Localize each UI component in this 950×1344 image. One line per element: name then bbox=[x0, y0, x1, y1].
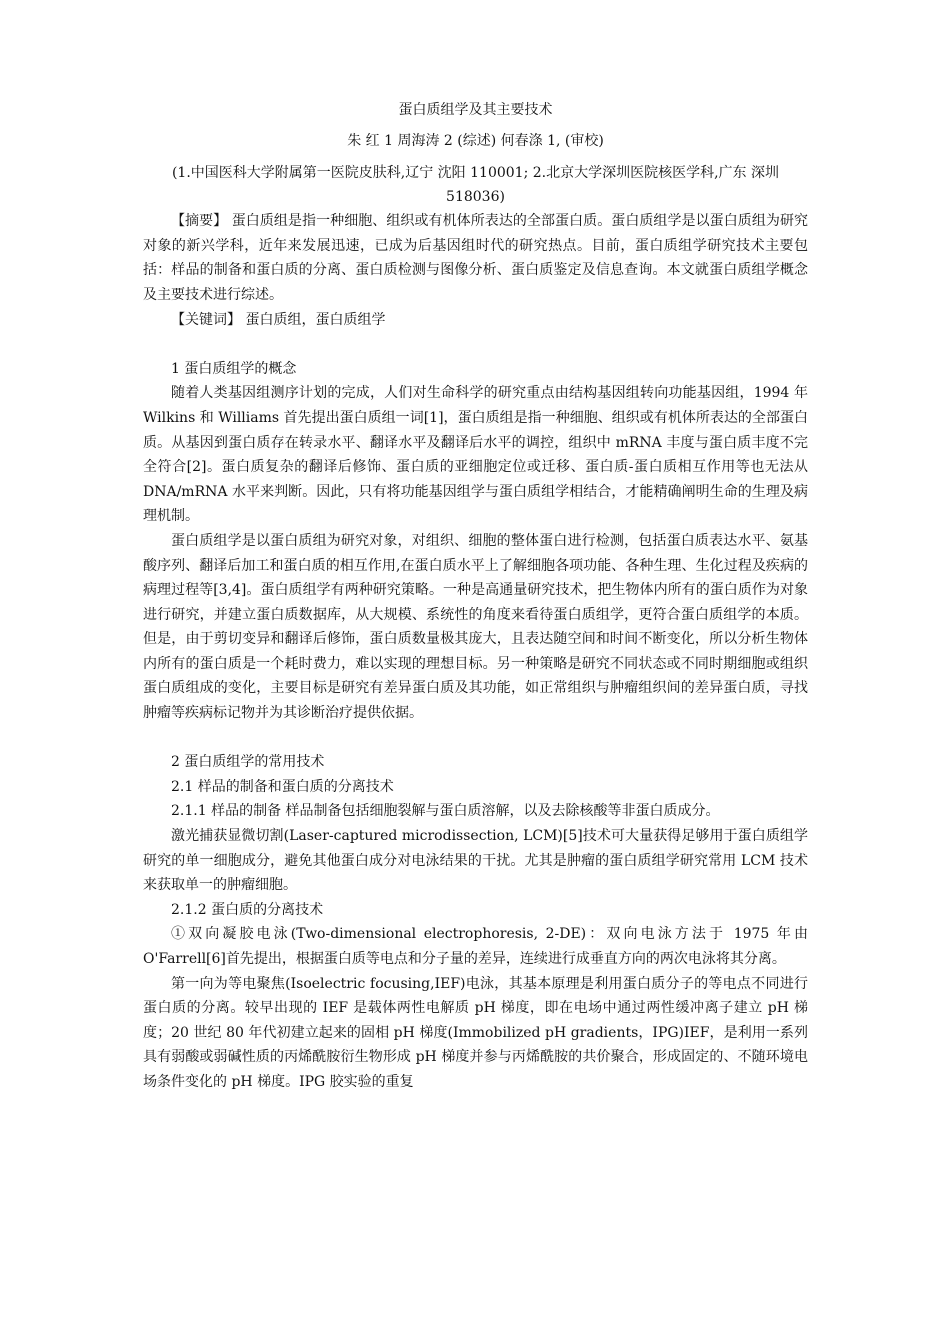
keywords-paragraph bbox=[143, 308, 808, 333]
keywords-text: 蛋白质组，蛋白质组学 bbox=[241, 311, 386, 328]
lcm-paragraph: 激光捕获显微切割(Laser-captured microdissection, LCM)[5]技术可大量获得足够用于蛋白质组学研究的单一细胞成分，避免其他蛋白成分对电泳结果的干扰。尤其是肿瘤的蛋白质组学研究常用 LCM 技术来获取单一的肿瘤细胞。 bbox=[143, 828, 808, 894]
subsection-2-1-1-paragraph bbox=[143, 799, 808, 824]
document-page bbox=[143, 98, 808, 1095]
subsection-2-1-2-heading: 2.1.2 蛋白质的分离技术 bbox=[171, 901, 324, 918]
2de-paragraph: ①双向凝胶电泳(Two-dimensional electrophoresis, 2-DE)：双向电泳方法于 1975 年由 O'Farrell[6]首先提出，根据蛋白质等电点和分子量的差异，连续进行成垂直方向的两次电泳将其分离。 bbox=[143, 926, 808, 967]
spacer bbox=[143, 726, 808, 751]
section-1-paragraph-2: 蛋白质组学是以蛋白质组为研究对象，对组织、细胞的整体蛋白进行检测，包括蛋白质表达水平、氨基酸序列、翻译后加工和蛋白质的相互作用,在蛋白质水平上了解细胞各项功能、各种生理、生化过程及疾病的病理过程等[3,4]。蛋白质组学有两种研究策略。一种是高通量研究技术，把生物体内所有的蛋白质作为对象进行研究，并建立蛋白质数据库，从大规模、系统性的角度来看待蛋白质组学，更符合蛋白质组学的本质。但是，由于剪切变异和翻译后修饰，蛋白质数量极其庞大，且表达随空间和时间不断变化，所以分析生物体内所有的蛋白质是一个耗时费力，难以实现的理想目标。另一种策略是研究不同状态或不同时期细胞或组织蛋白质组成的变化，主要目标是研究有差异蛋白质及其功能，如正常组织与肿瘤组织间的差异蛋白质，寻找肿瘤等疾病标记物并为其诊断治疗提供依据。 bbox=[143, 532, 808, 722]
abstract-paragraph bbox=[143, 209, 808, 307]
section-1-heading: 1 蛋白质组学的概念 bbox=[171, 360, 297, 377]
subsection-2-1-1-heading: 2.1.1 样品的制备 bbox=[171, 803, 282, 820]
keywords-label: 【关键词】 bbox=[171, 311, 241, 328]
ief-paragraph: 第一向为等电聚焦(Isoelectric focusing,IEF)电泳，其基本原理是利用蛋白质分子的等电点不同进行蛋白质的分离。较早出现的 IEF 是载体两性电解质 pH 梯度，即在电场中通过两性缓冲离子建立 pH 梯度；20 世纪 80 年代初建立起来的固相 pH 梯度(Immobilized pH gradients，IPG)IEF，是利用一系列具有弱酸或弱碱性质的丙烯酰胺衍生物形成 pH 梯度并参与丙烯酰胺的共价聚合，形成固定的、不随环境电场条件变化的 pH 梯度。IPG 胶实验的重复 bbox=[143, 975, 808, 1090]
abstract-text: 蛋白质组是指一种细胞、组织或有机体所表达的全部蛋白质。蛋白质组学是以蛋白质组为研究对象的新兴学科，近年来发展迅速，已成为后基因组时代的研究热点。目前，蛋白质组学研究技术主要包括：样品的制备和蛋白质的分离、蛋白质检测与图像分析、蛋白质鉴定及信息查询。本文就蛋白质组学概念及主要技术进行综述。 bbox=[143, 213, 809, 303]
paper-title: 蛋白质组学及其主要技术 bbox=[398, 102, 553, 118]
abstract-label: 【摘要】 bbox=[171, 213, 228, 230]
section-1-paragraph-1: 随着人类基因组测序计划的完成，人们对生命科学的研究重点由结构基因组转向功能基因组，1994 年 Wilkins 和 Williams 首先提出蛋白质组一词[1]，蛋白质组是指一种细胞、组织或有机体所表达的全部蛋白质。从基因到蛋白质存在转录水平、翻译水平及翻译后水平的调控，组织中 mRNA 丰度与蛋白质丰度不完全符合[2]。蛋白质复杂的翻译后修饰、蛋白质的亚细胞定位或迁移、蛋白质-蛋白质相互作用等也无法从 DNA/mRNA 水平来判断。因此，只有将功能基因组学与蛋白质组学相结合，才能精确阐明生命的生理及病理机制。 bbox=[143, 385, 808, 525]
subsection-2-1-1-text: 样品制备包括细胞裂解与蛋白质溶解，以及去除核酸等非蛋白质成分。 bbox=[281, 803, 720, 820]
affiliation: (1.中国医科大学附属第一医院皮肤科,辽宁 沈阳 110001; 2.北京大学深圳医院核医学科,广东 深圳 518036) bbox=[171, 165, 780, 206]
spacer bbox=[143, 332, 808, 357]
section-2-heading: 2 蛋白质组学的常用技术 bbox=[171, 754, 325, 771]
subsection-2-1-heading: 2.1 样品的制备和蛋白质的分离技术 bbox=[171, 778, 394, 795]
author-line: 朱 红 1 周海涛 2 (综述) 何春涤 1, (审校) bbox=[347, 132, 604, 149]
